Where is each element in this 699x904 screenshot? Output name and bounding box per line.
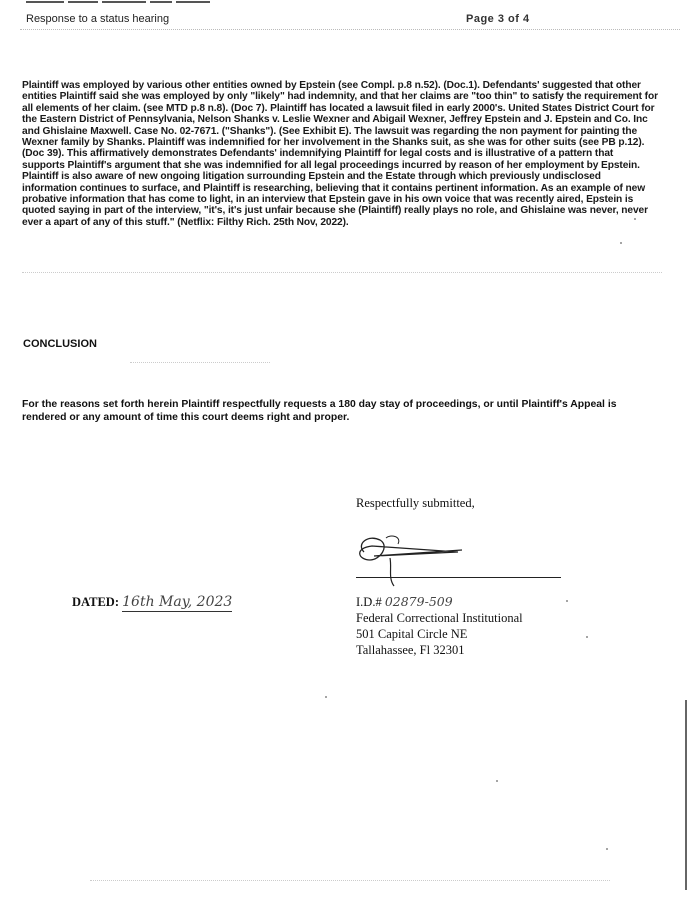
closing-salutation: Respectfully submitted, [356,496,475,510]
scan-speck [566,600,568,602]
dated-line [72,594,232,610]
dated-label: DATED: [72,595,119,609]
faint-footer-line [90,880,610,881]
scan-speck [586,636,588,638]
scan-speck [634,218,636,220]
signature-line [356,577,561,578]
inmate-id [356,594,453,610]
header-divider [20,29,680,30]
scan-speck [620,242,622,244]
address-line-1: 501 Capital Circle NE [356,627,468,641]
header-cropped-text [26,1,226,5]
body-paragraph: Plaintiff was employed by various other entities owned by Epstein (see Compl. p.8 n.52). (Doc.1). Defendants' suggested that other entities Plaintiff said she was employed by only "likely" had indemnity, and that her claims are "too thin" to satisfy the requirement for all elements of her claim. (see MTD p.8 n.8). (Doc 7). Plaintiff has located a lawsuit filed in early 2000's. United States District Court for the Eastern District of Pennsylvania, Nelson Shanks v. Leslie Wexner and Abigail Wexner, Jeffrey Epstein and J. Epstein and Co. Inc and Ghislaine Maxwell. Case No. 02-7671. ("Shanks"). (See Exhibit E). The lawsuit was regarding the non payment for painting the Wexner family by Shanks. Plaintiff was indemnified for her involvement in the Shanks suit, as she was for other suits (see PB p.12). (Doc 39). This affirmatively demonstrates Defendants' indemnifying Plaintiff for legal costs and is illustrative of a pattern that supports Plaintiff's argument that she was indemnified for all legal proceedings incurred by reason of her employment by Epstein. Plaintiff is also aware of new ongoing litigation surrounding Epstein and the Estate through which previously undisclosed information continues to surface, and Plaintiff is researching, believing that it contains pertinent information. As an example of new probative information that has come to light, in an interview that Epstein gave in his own voice that was recently aired, Epstein is quoted saying in part of the interview, "it's, it's just unfair because she (Plaintiff) really plays no role, and Ghislaine was never, never ever a apart of any of this stuff." (Netflix: Filthy Rich. 25th Nov, 2022). [22,80,658,228]
id-handwritten: 02879-509 [384,594,453,609]
conclusion-heading: CONCLUSION [23,338,97,350]
scan-edge [685,700,687,890]
conclusion-paragraph: For the reasons set forth herein Plaintiff respectfully requests a 180 day stay of proceedings, or until Plaintiff's Appeal is rendered or any amount of time this court deems right and proper. [22,399,617,423]
page-number: Page 3 of 4 [466,13,530,25]
handwritten-signature [350,530,480,590]
institution-name: Federal Correctional Institutional [356,611,523,625]
dated-handwritten: 16th May, 2023 [122,594,233,610]
scan-speck [496,780,498,782]
header-title: Response to a status hearing [26,13,170,25]
scan-speck [325,696,327,698]
address-line-2: Tallahassee, Fl 32301 [356,643,465,657]
faint-divider [130,362,270,363]
id-label: I.D.# [356,595,382,609]
scan-speck [606,848,608,850]
faint-divider [22,272,662,273]
